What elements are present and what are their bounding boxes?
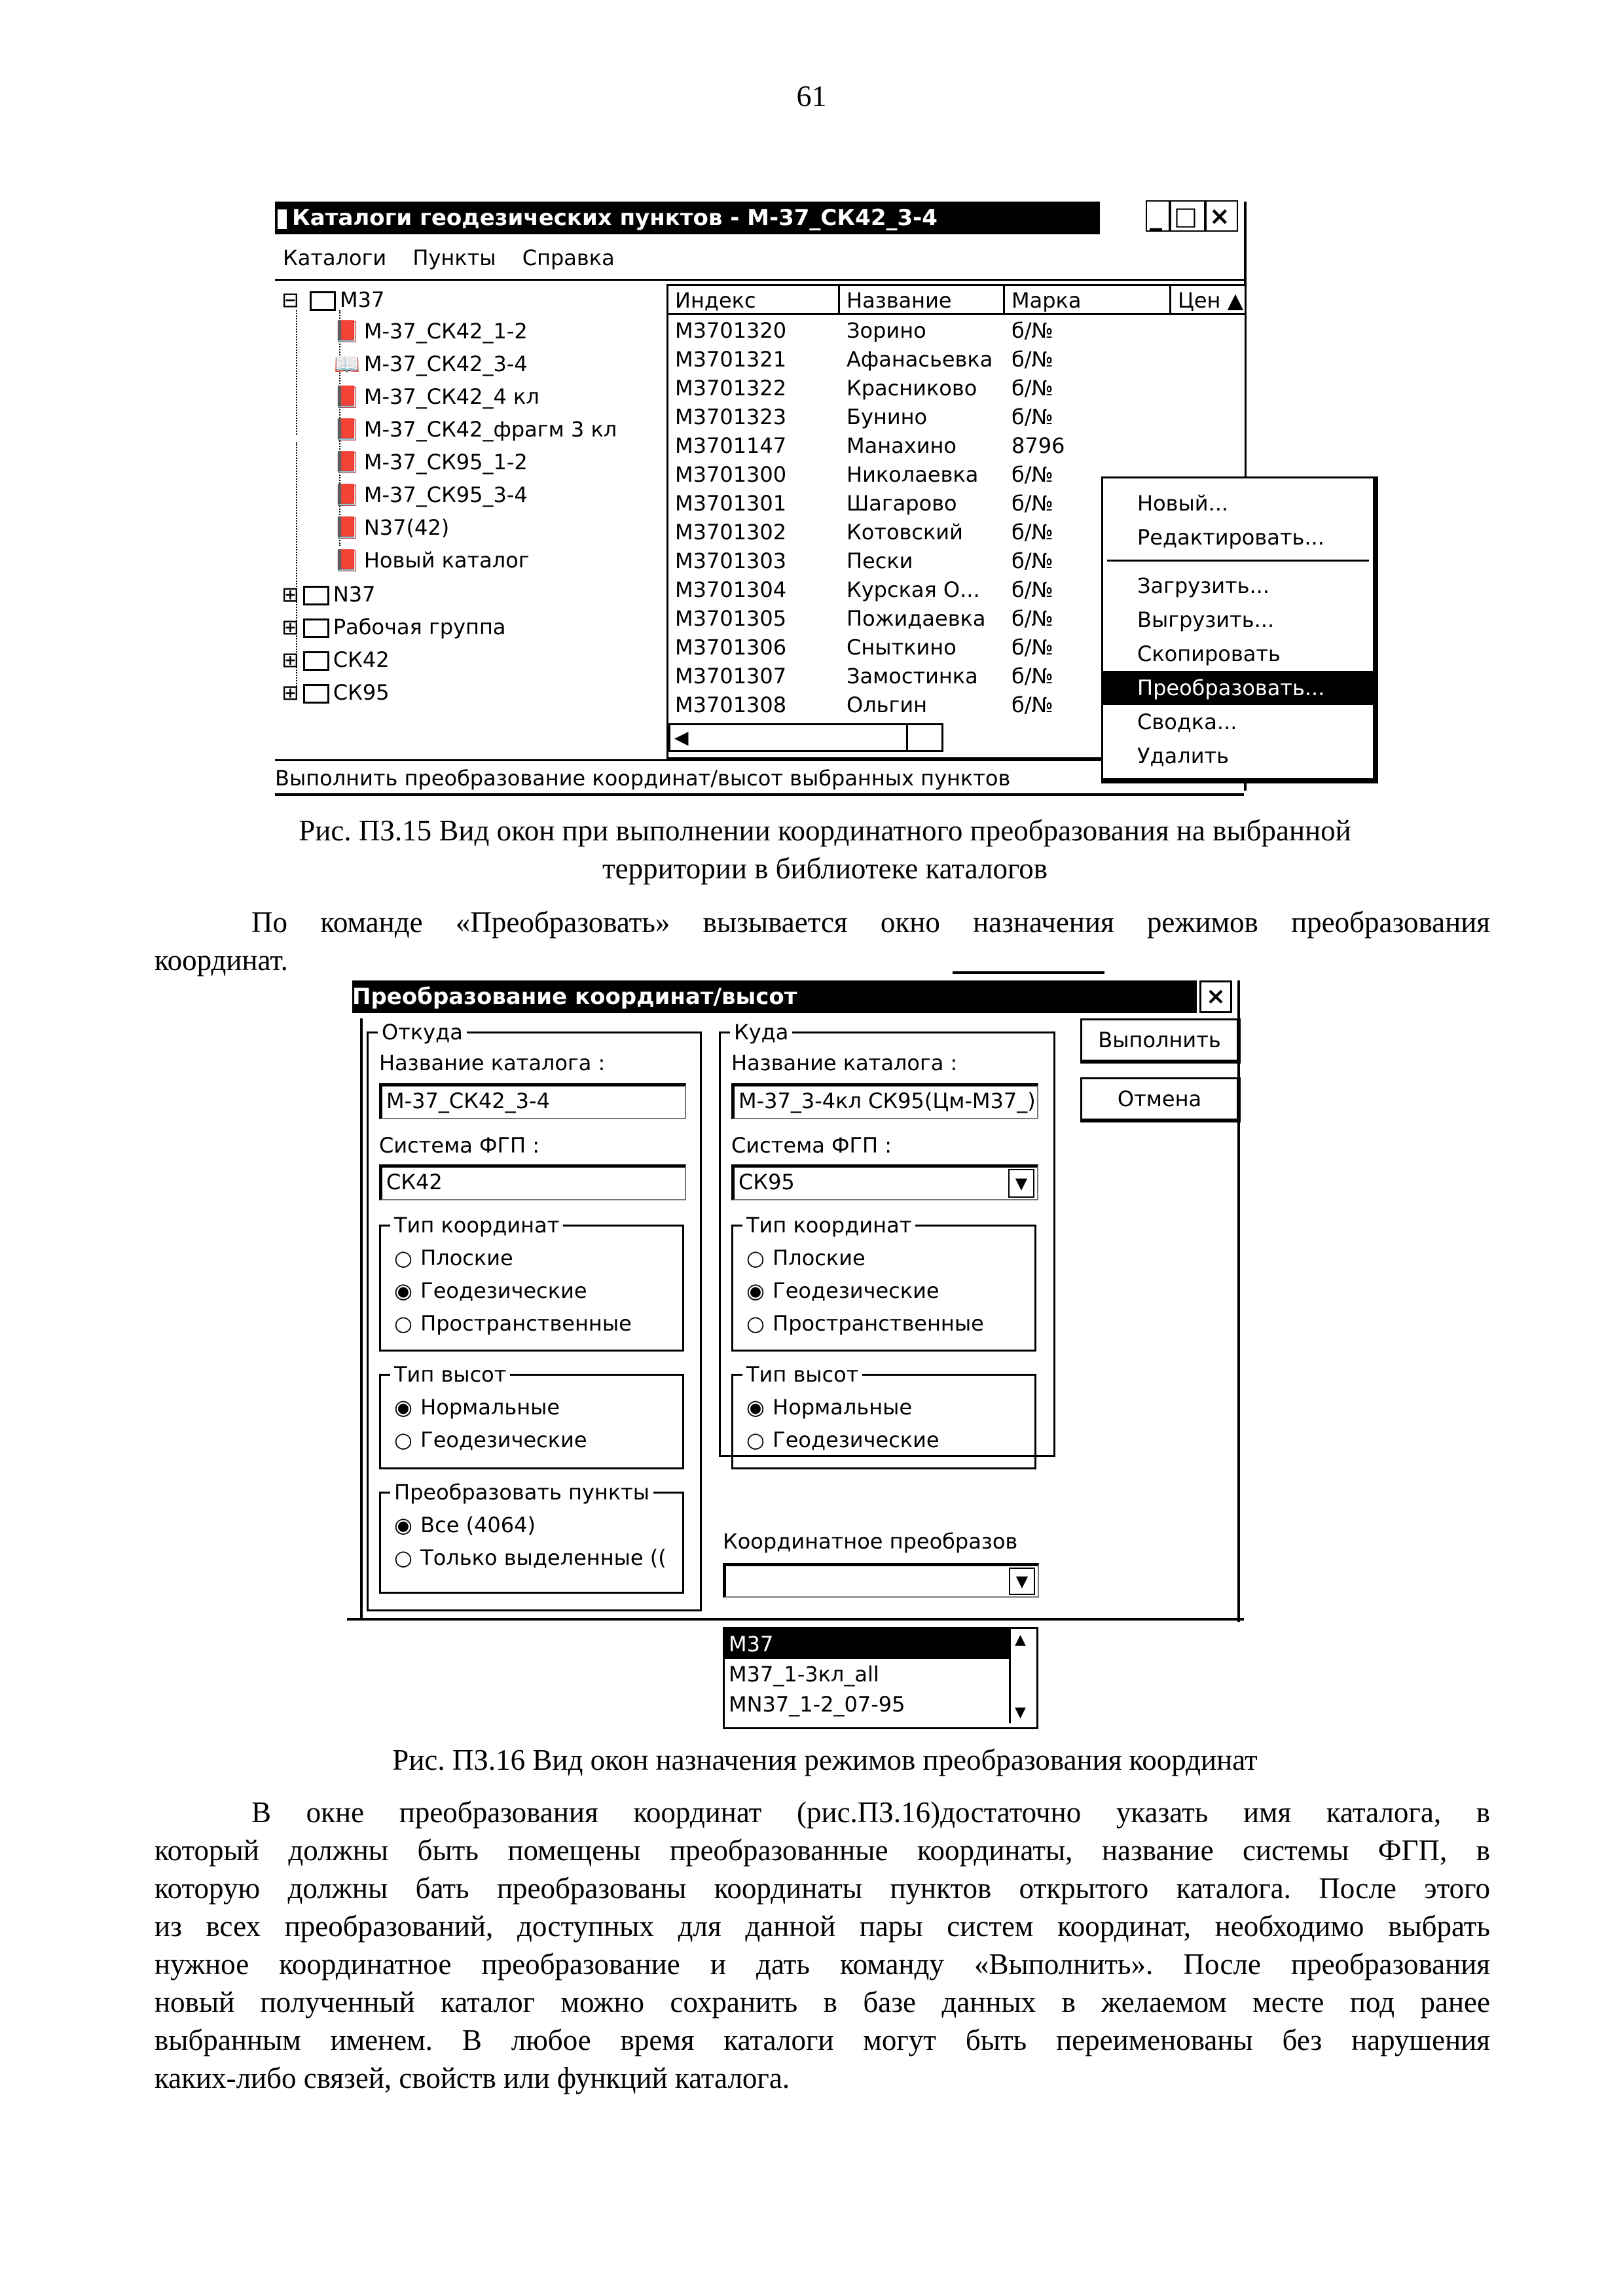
collapse-icon[interactable]: ⊟ <box>282 287 299 312</box>
table-row[interactable] <box>668 662 1166 691</box>
line-text: По команде «Преобразовать» вызывается окно назначения режимов преобразования <box>251 906 1490 939</box>
menu-item-delete[interactable]: Удалить <box>1137 744 1229 768</box>
cell-name: Курская О... <box>847 577 980 602</box>
from-group <box>367 1020 702 1611</box>
cell-index: M3701321 <box>675 347 787 372</box>
tree-item-catalog[interactable] <box>334 480 528 509</box>
decorative-line <box>953 971 1104 974</box>
tree-item-catalog[interactable] <box>334 415 617 444</box>
horizontal-scrollbar[interactable] <box>668 723 943 752</box>
cell-mark: б/№ <box>1012 692 1053 717</box>
page-number: 61 <box>796 79 827 113</box>
cell-mark: б/№ <box>1012 462 1053 487</box>
dropdown-option[interactable]: MN37_1-2_07-95 <box>729 1692 905 1717</box>
radio-empty-icon: ○ <box>394 1545 412 1570</box>
radio-from-normal[interactable] <box>394 1393 560 1422</box>
to-group <box>719 1020 1055 1457</box>
menu-item-summary[interactable]: Сводка... <box>1137 709 1237 734</box>
system-label: Система ФГП : <box>731 1133 892 1158</box>
transform-dropdown-list <box>723 1627 1038 1729</box>
radio-label: Нормальные <box>420 1395 560 1420</box>
group-legend: Преобразовать пункты <box>390 1479 653 1505</box>
expand-icon[interactable]: ⊞ <box>282 615 299 639</box>
cell-index: M3701303 <box>675 548 787 573</box>
cell-name: Ольгин <box>847 692 928 717</box>
cell-index: M3701301 <box>675 491 787 516</box>
tree-item-folder[interactable] <box>282 580 375 609</box>
open-book-icon: 📖 <box>334 351 360 376</box>
menu-points[interactable]: Пункты <box>412 245 496 270</box>
radio-label: Только выделенные (( <box>420 1545 666 1570</box>
scroll-up-icon[interactable]: ▲ <box>1227 288 1244 313</box>
book-icon: 📕 <box>334 417 360 442</box>
cell-name: Пески <box>847 548 913 573</box>
cell-mark: б/№ <box>1012 548 1053 573</box>
cell-name: Бунино <box>847 404 928 429</box>
expand-icon[interactable]: ⊞ <box>282 647 299 672</box>
folder-icon <box>303 619 329 638</box>
target-system-select[interactable] <box>731 1164 1038 1200</box>
radio-from-geodetic[interactable] <box>394 1276 587 1305</box>
column-header-index[interactable]: Индекс <box>668 286 840 315</box>
tree-item-label: М-37_СК95_1-2 <box>363 450 528 475</box>
paragraph-2 <box>155 1793 1490 2097</box>
tree-item-label: Новый каталог <box>363 548 530 573</box>
radio-from-plane[interactable] <box>394 1244 513 1272</box>
points-to-transform-group <box>379 1480 684 1594</box>
paragraph-line <box>155 1793 1490 1831</box>
column-header-mark[interactable]: Марка <box>1005 286 1171 315</box>
table-row[interactable] <box>668 460 1166 489</box>
group-legend: Тип высот <box>390 1361 510 1388</box>
expand-icon[interactable]: ⊞ <box>282 680 299 705</box>
target-catalog-field[interactable]: М-37_3-4кл СК95(Цм-М37_) <box>731 1083 1038 1119</box>
menu-catalogs[interactable]: Каталоги <box>283 245 387 270</box>
cell-mark: б/№ <box>1012 318 1053 343</box>
paragraph-line: выбранным именем. В любое время каталоги могут быть переименованы без нарушения <box>155 2024 1490 2056</box>
catalog-tree[interactable] <box>282 285 668 717</box>
radio-selected-icon: ◉ <box>394 1278 412 1303</box>
table-row[interactable] <box>668 316 1166 345</box>
cell-index: M3701320 <box>675 318 787 343</box>
radio-label: Геодезические <box>773 1278 939 1303</box>
radio-to-geodetic[interactable] <box>746 1276 939 1305</box>
tree-item-label: М-37_СК42_4 кл <box>363 384 539 409</box>
tree-item-m37[interactable] <box>282 285 384 314</box>
tree-item-catalog[interactable] <box>334 350 528 378</box>
tree-item-folder[interactable] <box>282 613 505 641</box>
cell-index: M3701307 <box>675 664 787 689</box>
app-icon <box>278 209 287 229</box>
folder-icon <box>303 586 329 605</box>
tree-item-label: СК42 <box>333 647 390 672</box>
tree-item-catalog[interactable] <box>334 448 528 476</box>
to-height-type-group <box>731 1362 1036 1469</box>
tree-item-catalog[interactable] <box>334 546 530 575</box>
tree-item-label: М-37_СК42_1-2 <box>363 319 528 344</box>
radio-selected-icon: ◉ <box>394 1395 412 1420</box>
radio-selected-icon: ◉ <box>394 1513 412 1537</box>
menu-item-new[interactable]: Новый... <box>1137 491 1229 516</box>
cell-index: M3701300 <box>675 462 787 487</box>
radio-selected-icon: ◉ <box>746 1395 765 1420</box>
transform-label: Координатное преобразов <box>723 1529 1018 1554</box>
window-bottom-edge <box>275 793 1244 796</box>
cell-mark: б/№ <box>1012 577 1053 602</box>
tree-item-label: N37(42) <box>363 515 450 540</box>
paragraph-line: нужное координатное преобразование и дать команду «Выполнить». После преобразования <box>155 1948 1490 1981</box>
window-title: Каталоги геодезических пунктов - М-37_СК42_3-4 <box>292 205 938 231</box>
radio-to-spatial[interactable] <box>746 1309 984 1338</box>
from-coord-type-group <box>379 1213 684 1352</box>
table-row[interactable] <box>668 547 1166 575</box>
radio-label: Нормальные <box>773 1395 913 1420</box>
book-icon: 📕 <box>334 319 360 344</box>
tree-item-catalog[interactable] <box>334 513 449 542</box>
cell-name: Николаевка <box>847 462 979 487</box>
tree-item-label: М-37_СК95_3-4 <box>363 482 528 507</box>
table-row[interactable] <box>668 345 1166 374</box>
book-icon: 📕 <box>334 450 360 475</box>
radio-selected-points[interactable] <box>394 1543 666 1572</box>
radio-to-geodetic-height[interactable] <box>746 1426 939 1454</box>
tree-line <box>296 310 297 435</box>
cell-mark: б/№ <box>1012 635 1053 660</box>
table-row[interactable] <box>668 431 1166 460</box>
radio-label: Плоские <box>773 1246 866 1270</box>
tree-item-label: М-37_СК42_3-4 <box>363 351 528 376</box>
transform-select[interactable] <box>723 1563 1039 1598</box>
radio-label: Пространственные <box>420 1311 632 1336</box>
scroll-down-icon[interactable]: ▼ <box>1015 1704 1026 1721</box>
paragraph-line: новый полученный каталог можно сохранить в базе данных в желаемом месте под ранее <box>155 1986 1490 2018</box>
dialog-close-button[interactable]: × <box>1199 980 1232 1013</box>
column-header-label: Цен <box>1178 288 1221 313</box>
dropdown-option[interactable]: M37_1-3кл_all <box>729 1662 879 1687</box>
menu-divider <box>275 279 1244 281</box>
cell-mark: б/№ <box>1012 404 1053 429</box>
paragraph-line: который должны быть помещены преобразованные координаты, название системы ФГП, в <box>155 1834 1490 1867</box>
radio-to-plane[interactable] <box>746 1244 866 1272</box>
cell-index: M3701147 <box>675 433 787 458</box>
radio-from-spatial[interactable] <box>394 1309 632 1338</box>
cell-name: Котовский <box>847 520 963 545</box>
paragraph-line: из всех преобразований, доступных для данной пары систем координат, необходимо выбрать <box>155 1910 1490 1943</box>
radio-empty-icon: ○ <box>746 1427 765 1452</box>
dropdown-scrollbar[interactable] <box>1009 1629 1034 1723</box>
radio-label: Все (4064) <box>420 1513 536 1537</box>
paragraph-line <box>155 903 1490 941</box>
scroll-thumb[interactable] <box>906 723 908 752</box>
cell-mark: б/№ <box>1012 520 1053 545</box>
menu-item-edit[interactable]: Редактировать... <box>1137 525 1324 550</box>
transform-dialog <box>347 980 1250 1721</box>
cell-index: M3701305 <box>675 606 787 631</box>
figure-caption-2: Рис. ПЗ.16 Вид окон назначения режимов преобразования координат <box>392 1744 1258 1776</box>
cell-index: M3701302 <box>675 520 787 545</box>
cancel-button[interactable]: Отмена <box>1080 1077 1241 1122</box>
cell-mark: б/№ <box>1012 491 1053 516</box>
dropdown-arrow-icon[interactable]: ▼ <box>1009 1568 1035 1595</box>
cell-mark: б/№ <box>1012 347 1053 372</box>
menu-item-copy[interactable]: Скопировать <box>1137 641 1281 666</box>
table-row[interactable] <box>668 403 1166 431</box>
radio-empty-icon: ○ <box>394 1311 412 1336</box>
table-row[interactable] <box>668 575 1166 604</box>
dialog-titlebar[interactable] <box>352 980 1197 1013</box>
context-menu <box>1101 476 1378 783</box>
tree-item-catalog[interactable] <box>334 382 539 411</box>
group-legend: Откуда <box>378 1019 467 1045</box>
cell-index: M3701308 <box>675 692 787 717</box>
scroll-left-icon[interactable]: ◀ <box>674 726 689 748</box>
dialog-right-edge <box>1237 980 1240 1622</box>
menu-separator <box>1107 560 1369 562</box>
to-coord-type-group <box>731 1213 1036 1352</box>
menu-item-unload[interactable]: Выгрузить... <box>1137 607 1275 632</box>
table-row[interactable] <box>668 374 1166 403</box>
tree-item-label: M37 <box>339 287 385 312</box>
tree-item-label: М-37_СК42_фрагм 3 кл <box>363 417 617 442</box>
cell-index: M3701322 <box>675 376 787 401</box>
caption-line: территории в библиотеке каталогов <box>602 852 1048 885</box>
figure-caption-1 <box>157 812 1493 888</box>
radio-all-points[interactable] <box>394 1511 536 1539</box>
cell-name: Красниково <box>847 376 977 401</box>
catalog-label: Название каталога : <box>379 1050 606 1075</box>
cell-name: Замостинка <box>847 664 978 689</box>
group-legend: Тип координат <box>742 1212 915 1238</box>
tree-item-folder[interactable] <box>282 645 390 674</box>
minimize-button[interactable]: _ <box>1146 200 1170 232</box>
book-icon: 📕 <box>334 482 360 507</box>
catalogs-window <box>275 202 1325 805</box>
line-text: В окне преобразования координат (рис.ПЗ.16)достаточно указать имя каталога, в <box>251 1796 1490 1829</box>
cell-name: Сныткино <box>847 635 957 660</box>
folder-icon <box>303 684 329 704</box>
radio-from-geodetic-height[interactable] <box>394 1426 587 1454</box>
window-titlebar[interactable] <box>275 202 1100 234</box>
table-row[interactable] <box>668 489 1166 518</box>
dropdown-arrow-icon[interactable]: ▼ <box>1008 1169 1034 1198</box>
tree-item-catalog[interactable] <box>334 317 528 346</box>
open-folder-icon <box>310 291 336 311</box>
cell-index: M3701306 <box>675 635 787 660</box>
status-bar: Выполнить преобразование координат/высот выбранных пунктов <box>275 766 1011 791</box>
cell-mark: 8796 <box>1012 433 1065 458</box>
table-row[interactable] <box>668 633 1166 662</box>
select-value: СК95 <box>739 1170 795 1194</box>
book-icon: 📕 <box>334 548 360 573</box>
book-icon: 📕 <box>334 515 360 540</box>
status-divider <box>275 759 1101 761</box>
cell-mark: б/№ <box>1012 376 1053 401</box>
cell-name: Зорино <box>847 318 926 343</box>
catalog-label: Название каталога : <box>731 1050 958 1075</box>
window-controls <box>1146 202 1238 230</box>
paragraph-line: которую должны бать преобразованы координаты пунктов открытого каталога. После этого <box>155 1872 1490 1905</box>
tree-item-label: СК95 <box>333 680 390 705</box>
book-icon: 📕 <box>334 384 360 409</box>
maximize-button[interactable]: □ <box>1170 200 1205 232</box>
source-catalog-field[interactable]: М-37_СК42_3-4 <box>379 1083 686 1119</box>
dialog-title: Преобразование координат/высот <box>352 984 797 1010</box>
dialog-left-edge <box>360 1018 363 1621</box>
expand-icon[interactable]: ⊞ <box>282 582 299 607</box>
paragraph-1 <box>155 903 1490 979</box>
column-header-center[interactable] <box>1171 286 1245 315</box>
paragraph-line: каких-либо связей, свойств или функций каталога. <box>155 2062 790 2094</box>
group-legend: Куда <box>730 1019 792 1045</box>
radio-label: Геодезические <box>773 1427 939 1452</box>
radio-label: Геодезические <box>420 1427 587 1452</box>
close-button[interactable]: × <box>1205 200 1238 232</box>
group-legend: Тип координат <box>390 1212 563 1238</box>
radio-empty-icon: ○ <box>746 1311 765 1336</box>
menu-help[interactable]: Справка <box>522 245 615 270</box>
from-height-type-group <box>379 1362 684 1469</box>
table-row[interactable] <box>668 604 1166 633</box>
tree-item-label: Рабочая группа <box>333 615 506 639</box>
menu-item-load[interactable]: Загрузить... <box>1137 573 1270 598</box>
table-row[interactable] <box>668 518 1166 547</box>
cell-name: Афанасьевка <box>847 347 993 372</box>
source-system-field[interactable]: СК42 <box>379 1164 686 1200</box>
cell-mark: б/№ <box>1012 606 1053 631</box>
scroll-up-icon[interactable]: ▲ <box>1015 1632 1026 1648</box>
radio-label: Геодезические <box>420 1278 587 1303</box>
group-legend: Тип высот <box>742 1361 862 1388</box>
dialog-bottom-edge <box>347 1618 1244 1621</box>
cell-name: Пожидаевка <box>847 606 986 631</box>
radio-empty-icon: ○ <box>394 1427 412 1452</box>
system-label: Система ФГП : <box>379 1133 540 1158</box>
run-button[interactable]: Выполнить <box>1080 1018 1241 1064</box>
radio-empty-icon: ○ <box>394 1246 412 1270</box>
menu-bar <box>283 241 634 275</box>
cell-index: M3701323 <box>675 404 787 429</box>
radio-label: Плоские <box>420 1246 513 1270</box>
radio-label: Пространственные <box>773 1311 984 1336</box>
column-header-name[interactable]: Название <box>840 286 1005 315</box>
folder-icon <box>303 651 329 671</box>
menu-item-transform[interactable]: Преобразовать... <box>1103 671 1373 705</box>
dropdown-option[interactable]: M37 <box>725 1629 1010 1659</box>
cell-name: Шагарово <box>847 491 957 516</box>
radio-empty-icon: ○ <box>746 1246 765 1270</box>
radio-to-normal[interactable] <box>746 1393 912 1422</box>
cell-name: Манахино <box>847 433 957 458</box>
tree-item-folder[interactable] <box>282 678 390 707</box>
tree-item-label: N37 <box>333 582 376 607</box>
table-row[interactable] <box>668 691 1166 719</box>
cell-index: M3701304 <box>675 577 787 602</box>
cell-mark: б/№ <box>1012 664 1053 689</box>
radio-selected-icon: ◉ <box>746 1278 765 1303</box>
caption-line: Рис. ПЗ.15 Вид окон при выполнении координатного преобразования на выбранной <box>299 814 1351 847</box>
paragraph-line: координат. <box>155 944 288 977</box>
